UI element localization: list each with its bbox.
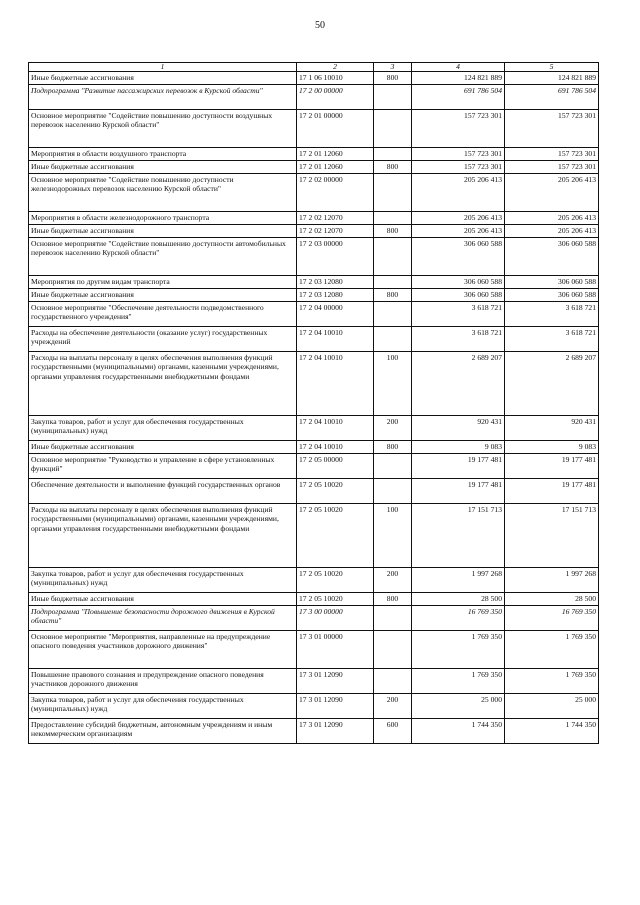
cell-code: 17 3 01 12090 bbox=[297, 719, 374, 744]
cell-amount-col5: 157 723 301 bbox=[505, 148, 599, 161]
cell-code: 17 2 05 10020 bbox=[297, 504, 374, 568]
cell-code: 17 3 01 12090 bbox=[297, 694, 374, 719]
cell-amount-col4: 124 821 889 bbox=[412, 72, 505, 85]
cell-expense-type bbox=[374, 85, 412, 110]
page-number: 50 bbox=[315, 20, 325, 31]
cell-code: 17 2 00 00000 bbox=[297, 85, 374, 110]
cell-amount-col4: 3 618 721 bbox=[412, 327, 505, 352]
cell-expense-type bbox=[374, 276, 412, 289]
cell-amount-col4: 17 151 713 bbox=[412, 504, 505, 568]
cell-name: Закупка товаров, работ и услуг для обеспечения государственных (муниципальных) нужд bbox=[29, 694, 297, 719]
cell-amount-col4: 1 997 268 bbox=[412, 568, 505, 593]
cell-amount-col5: 1 744 350 bbox=[505, 719, 599, 744]
cell-expense-type bbox=[374, 454, 412, 479]
table-row bbox=[29, 606, 599, 631]
cell-amount-col5: 17 151 713 bbox=[505, 504, 599, 568]
header-col-3: 3 bbox=[374, 63, 412, 72]
cell-code: 17 2 02 12070 bbox=[297, 212, 374, 225]
header-col-1: 1 bbox=[29, 63, 297, 72]
cell-code: 17 2 05 10020 bbox=[297, 479, 374, 504]
cell-amount-col4: 920 431 bbox=[412, 416, 505, 441]
cell-amount-col5: 920 431 bbox=[505, 416, 599, 441]
cell-expense-type bbox=[374, 212, 412, 225]
cell-amount-col5: 124 821 889 bbox=[505, 72, 599, 85]
cell-amount-col5: 19 177 481 bbox=[505, 454, 599, 479]
table-row bbox=[29, 593, 599, 606]
cell-name: Основное мероприятие "Содействие повышению доступности воздушных перевозок населению Курской области" bbox=[29, 110, 297, 148]
table-row bbox=[29, 441, 599, 454]
cell-expense-type: 100 bbox=[374, 504, 412, 568]
cell-expense-type bbox=[374, 238, 412, 276]
table-row bbox=[29, 504, 599, 568]
table-row bbox=[29, 568, 599, 593]
cell-code: 17 2 05 10020 bbox=[297, 593, 374, 606]
cell-amount-col4: 1 769 350 bbox=[412, 669, 505, 694]
cell-amount-col4: 28 500 bbox=[412, 593, 505, 606]
cell-name: Мероприятия по другим видам транспорта bbox=[29, 276, 297, 289]
cell-amount-col4: 205 206 413 bbox=[412, 225, 505, 238]
cell-amount-col5: 3 618 721 bbox=[505, 302, 599, 327]
cell-amount-col5: 1 769 350 bbox=[505, 631, 599, 669]
cell-amount-col5: 3 618 721 bbox=[505, 327, 599, 352]
table-row bbox=[29, 225, 599, 238]
header-col-4: 4 bbox=[412, 63, 505, 72]
cell-amount-col4: 19 177 481 bbox=[412, 454, 505, 479]
cell-amount-col5: 9 083 bbox=[505, 441, 599, 454]
table-row bbox=[29, 276, 599, 289]
cell-expense-type: 100 bbox=[374, 352, 412, 416]
cell-code: 17 2 01 12060 bbox=[297, 161, 374, 174]
cell-name: Основное мероприятие "Содействие повышению доступности автомобильных перевозок населению Курской области" bbox=[29, 238, 297, 276]
table-row bbox=[29, 694, 599, 719]
cell-expense-type bbox=[374, 174, 412, 212]
cell-code: 17 2 04 10010 bbox=[297, 327, 374, 352]
cell-name: Основное мероприятие "Мероприятия, направленные на предупреждение опасного поведения участников дорожного движения" bbox=[29, 631, 297, 669]
table-row bbox=[29, 631, 599, 669]
cell-amount-col4: 306 060 588 bbox=[412, 238, 505, 276]
cell-amount-col4: 9 083 bbox=[412, 441, 505, 454]
header-col-5: 5 bbox=[505, 63, 599, 72]
table-row bbox=[29, 479, 599, 504]
cell-amount-col4: 19 177 481 bbox=[412, 479, 505, 504]
cell-amount-col4: 157 723 301 bbox=[412, 110, 505, 148]
table-row bbox=[29, 161, 599, 174]
cell-amount-col4: 3 618 721 bbox=[412, 302, 505, 327]
table-row bbox=[29, 85, 599, 110]
cell-name: Основное мероприятие "Обеспечение деятельности подведомственного государственного учреждения" bbox=[29, 302, 297, 327]
cell-expense-type bbox=[374, 669, 412, 694]
cell-name: Иные бюджетные ассигнования bbox=[29, 72, 297, 85]
cell-name: Повышение правового сознания и предупреждение опасного поведения участников дорожного движения bbox=[29, 669, 297, 694]
cell-expense-type bbox=[374, 148, 412, 161]
table-row bbox=[29, 212, 599, 225]
cell-amount-col5: 157 723 301 bbox=[505, 110, 599, 148]
cell-name: Иные бюджетные ассигнования bbox=[29, 441, 297, 454]
cell-amount-col5: 1 997 268 bbox=[505, 568, 599, 593]
table-row bbox=[29, 110, 599, 148]
cell-name: Иные бюджетные ассигнования bbox=[29, 289, 297, 302]
cell-code: 17 2 03 12080 bbox=[297, 276, 374, 289]
table-row bbox=[29, 327, 599, 352]
cell-name: Мероприятия в области железнодорожного транспорта bbox=[29, 212, 297, 225]
cell-expense-type bbox=[374, 327, 412, 352]
cell-name: Подпрограмма "Повышение безопасности дорожного движения в Курской области" bbox=[29, 606, 297, 631]
table-row bbox=[29, 289, 599, 302]
cell-amount-col4: 1 744 350 bbox=[412, 719, 505, 744]
cell-name: Основное мероприятие "Содействие повышению доступности железнодорожных перевозок населению Курской области" bbox=[29, 174, 297, 212]
table-header-row bbox=[29, 63, 599, 72]
cell-expense-type: 200 bbox=[374, 694, 412, 719]
cell-amount-col5: 306 060 588 bbox=[505, 276, 599, 289]
cell-expense-type bbox=[374, 631, 412, 669]
table-row bbox=[29, 669, 599, 694]
cell-expense-type: 200 bbox=[374, 568, 412, 593]
cell-code: 17 2 05 10020 bbox=[297, 568, 374, 593]
cell-amount-col5: 691 786 504 bbox=[505, 85, 599, 110]
table-row bbox=[29, 238, 599, 276]
cell-amount-col4: 2 689 207 bbox=[412, 352, 505, 416]
table-row bbox=[29, 454, 599, 479]
cell-amount-col5: 205 206 413 bbox=[505, 174, 599, 212]
cell-code: 17 2 01 12060 bbox=[297, 148, 374, 161]
cell-amount-col5: 16 769 350 bbox=[505, 606, 599, 631]
cell-amount-col4: 157 723 301 bbox=[412, 161, 505, 174]
cell-amount-col5: 205 206 413 bbox=[505, 212, 599, 225]
cell-code: 17 2 02 12070 bbox=[297, 225, 374, 238]
cell-name: Подпрограмма "Развитие пассажирских перевозок в Курской области" bbox=[29, 85, 297, 110]
cell-code: 17 3 01 12090 bbox=[297, 669, 374, 694]
cell-expense-type: 800 bbox=[374, 72, 412, 85]
cell-name: Расходы на обеспечение деятельности (оказание услуг) государственных учреждений bbox=[29, 327, 297, 352]
cell-amount-col4: 16 769 350 bbox=[412, 606, 505, 631]
cell-amount-col4: 157 723 301 bbox=[412, 148, 505, 161]
cell-code: 17 3 00 00000 bbox=[297, 606, 374, 631]
cell-expense-type: 800 bbox=[374, 161, 412, 174]
cell-amount-col5: 19 177 481 bbox=[505, 479, 599, 504]
cell-name: Предоставление субсидий бюджетным, автономным учреждениям и иным некоммерческим организациям bbox=[29, 719, 297, 744]
cell-name: Основное мероприятие "Руководство и управление в сфере установленных функций" bbox=[29, 454, 297, 479]
cell-expense-type bbox=[374, 110, 412, 148]
header-col-2: 2 bbox=[297, 63, 374, 72]
cell-name: Расходы на выплаты персоналу в целях обеспечения выполнения функций государственными (муниципальными) органами, казенными учреждениями, органами управления государственными внебюджетными фондами bbox=[29, 352, 297, 416]
cell-code: 17 2 04 00000 bbox=[297, 302, 374, 327]
cell-name: Иные бюджетные ассигнования bbox=[29, 161, 297, 174]
cell-amount-col4: 691 786 504 bbox=[412, 85, 505, 110]
table-row bbox=[29, 302, 599, 327]
cell-name: Мероприятия в области воздушного транспорта bbox=[29, 148, 297, 161]
cell-code: 17 2 04 10010 bbox=[297, 441, 374, 454]
table-row bbox=[29, 719, 599, 744]
cell-amount-col4: 205 206 413 bbox=[412, 174, 505, 212]
table-body bbox=[29, 72, 599, 744]
cell-code: 17 2 03 12080 bbox=[297, 289, 374, 302]
cell-code: 17 2 03 00000 bbox=[297, 238, 374, 276]
table-row bbox=[29, 174, 599, 212]
cell-amount-col4: 205 206 413 bbox=[412, 212, 505, 225]
cell-name: Иные бюджетные ассигнования bbox=[29, 225, 297, 238]
cell-name: Иные бюджетные ассигнования bbox=[29, 593, 297, 606]
table-row bbox=[29, 352, 599, 416]
cell-amount-col5: 2 689 207 bbox=[505, 352, 599, 416]
cell-expense-type: 600 bbox=[374, 719, 412, 744]
cell-amount-col4: 306 060 588 bbox=[412, 289, 505, 302]
cell-expense-type bbox=[374, 479, 412, 504]
cell-amount-col4: 1 769 350 bbox=[412, 631, 505, 669]
cell-code: 17 3 01 00000 bbox=[297, 631, 374, 669]
cell-code: 17 2 05 00000 bbox=[297, 454, 374, 479]
cell-amount-col5: 157 723 301 bbox=[505, 161, 599, 174]
cell-name: Обеспечение деятельности и выполнение функций государственных органов bbox=[29, 479, 297, 504]
cell-amount-col5: 28 500 bbox=[505, 593, 599, 606]
cell-amount-col5: 306 060 588 bbox=[505, 289, 599, 302]
cell-amount-col5: 205 206 413 bbox=[505, 225, 599, 238]
cell-code: 17 2 04 10010 bbox=[297, 416, 374, 441]
cell-code: 17 2 02 00000 bbox=[297, 174, 374, 212]
cell-name: Расходы на выплаты персоналу в целях обеспечения выполнения функций государственными (муниципальными) органами, казенными учреждениями, органами управления государственными внебюджетными фондами bbox=[29, 504, 297, 568]
cell-expense-type bbox=[374, 302, 412, 327]
cell-expense-type: 800 bbox=[374, 289, 412, 302]
cell-amount-col5: 306 060 588 bbox=[505, 238, 599, 276]
cell-name: Закупка товаров, работ и услуг для обеспечения государственных (муниципальных) нужд bbox=[29, 416, 297, 441]
table-row bbox=[29, 416, 599, 441]
cell-amount-col5: 25 000 bbox=[505, 694, 599, 719]
cell-amount-col5: 1 769 350 bbox=[505, 669, 599, 694]
cell-amount-col4: 306 060 588 bbox=[412, 276, 505, 289]
cell-expense-type: 200 bbox=[374, 416, 412, 441]
cell-amount-col4: 25 000 bbox=[412, 694, 505, 719]
cell-expense-type: 800 bbox=[374, 593, 412, 606]
cell-code: 17 2 04 10010 bbox=[297, 352, 374, 416]
cell-code: 17 2 01 00000 bbox=[297, 110, 374, 148]
cell-code: 17 1 06 10010 bbox=[297, 72, 374, 85]
cell-expense-type: 800 bbox=[374, 225, 412, 238]
cell-expense-type: 800 bbox=[374, 441, 412, 454]
cell-expense-type bbox=[374, 606, 412, 631]
budget-table bbox=[28, 62, 599, 744]
table-row bbox=[29, 148, 599, 161]
cell-name: Закупка товаров, работ и услуг для обеспечения государственных (муниципальных) нужд bbox=[29, 568, 297, 593]
table-row bbox=[29, 72, 599, 85]
